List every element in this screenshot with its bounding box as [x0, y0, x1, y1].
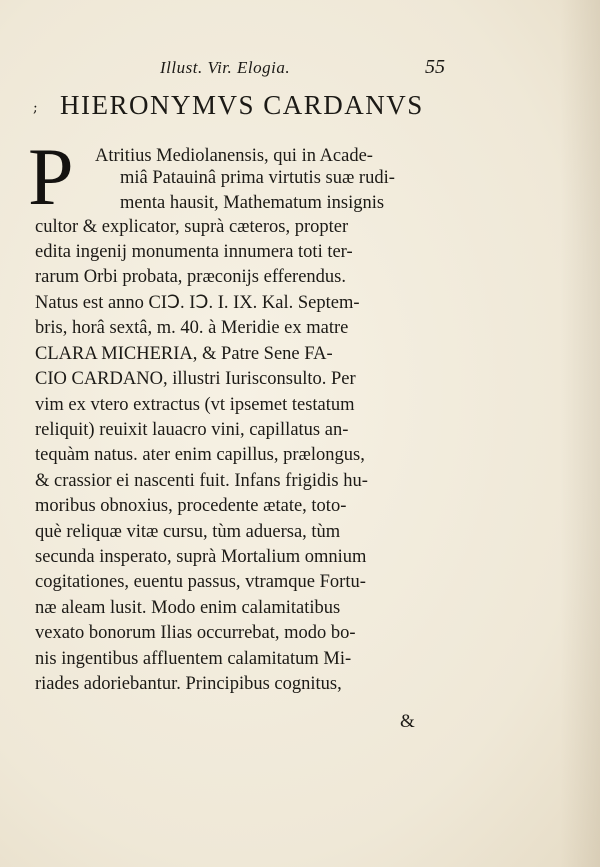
- text-line: næ aleam lusit. Modo enim calamitatibus: [35, 598, 341, 618]
- text-line: bris, horâ sextâ, m. 40. à Meridie ex matre: [35, 318, 349, 338]
- text-line: tequàm natus. ater enim capillus, prælongus,: [35, 445, 365, 465]
- text-line: riades adoriebantur. Principibus cognitus,: [35, 674, 342, 694]
- drop-capital: P: [28, 131, 74, 222]
- text-line: vim ex vtero extractus (vt ipsemet testatum: [35, 395, 355, 415]
- text-line: menta hausit, Mathematum insignis: [120, 193, 385, 213]
- text-line: rarum Orbi probata, præconijs efferendus.: [35, 267, 346, 287]
- title-ornament: ;: [33, 100, 38, 116]
- catchword: &: [400, 711, 415, 732]
- text-line: & crassior ei nascenti fuit. Infans frigidis hu-: [35, 471, 368, 491]
- text-line: nis ingentibus affluentem calamitatum Mi-: [35, 649, 352, 669]
- text-line: cogitationes, euentu passus, vtramque Fortu-: [35, 572, 366, 592]
- text-line: vexato bonorum Ilias occurrebat, modo bo-: [35, 623, 356, 643]
- text-line: reliquit) reuixit lauacro vini, capillatus an-: [35, 420, 349, 440]
- text-line: secunda insperato, suprà Mortalium omnium: [35, 547, 367, 567]
- page-number: 55: [425, 56, 445, 78]
- page-edge-shadow: [560, 0, 600, 867]
- text-line: què reliquæ vitæ cursu, tùm aduersa, tùm: [35, 522, 341, 542]
- text-line: CIO CARDANO, illustri Iurisconsulto. Per: [35, 369, 356, 389]
- text-line: cultor & explicator, suprà cæteros, propter: [35, 217, 349, 237]
- text-line: Natus est anno CIↃ. IↃ. I. IX. Kal. Septem-: [35, 293, 360, 313]
- text-line: moribus obnoxius, procedente ætate, toto-: [35, 496, 347, 516]
- text-line: CLARA MICHERIA, & Patre Sene FA-: [35, 344, 333, 364]
- text-line: Atritius Mediolanensis, qui in Acade-: [95, 146, 373, 166]
- running-head: Illust. Vir. Elogia.: [160, 58, 291, 77]
- text-line: edita ingenij monumenta innumera toti ter-: [35, 242, 353, 262]
- text-line: miâ Patauinâ prima virtutis suæ rudi-: [120, 168, 395, 188]
- page-title: HIERONYMVS CARDANVS: [60, 90, 424, 120]
